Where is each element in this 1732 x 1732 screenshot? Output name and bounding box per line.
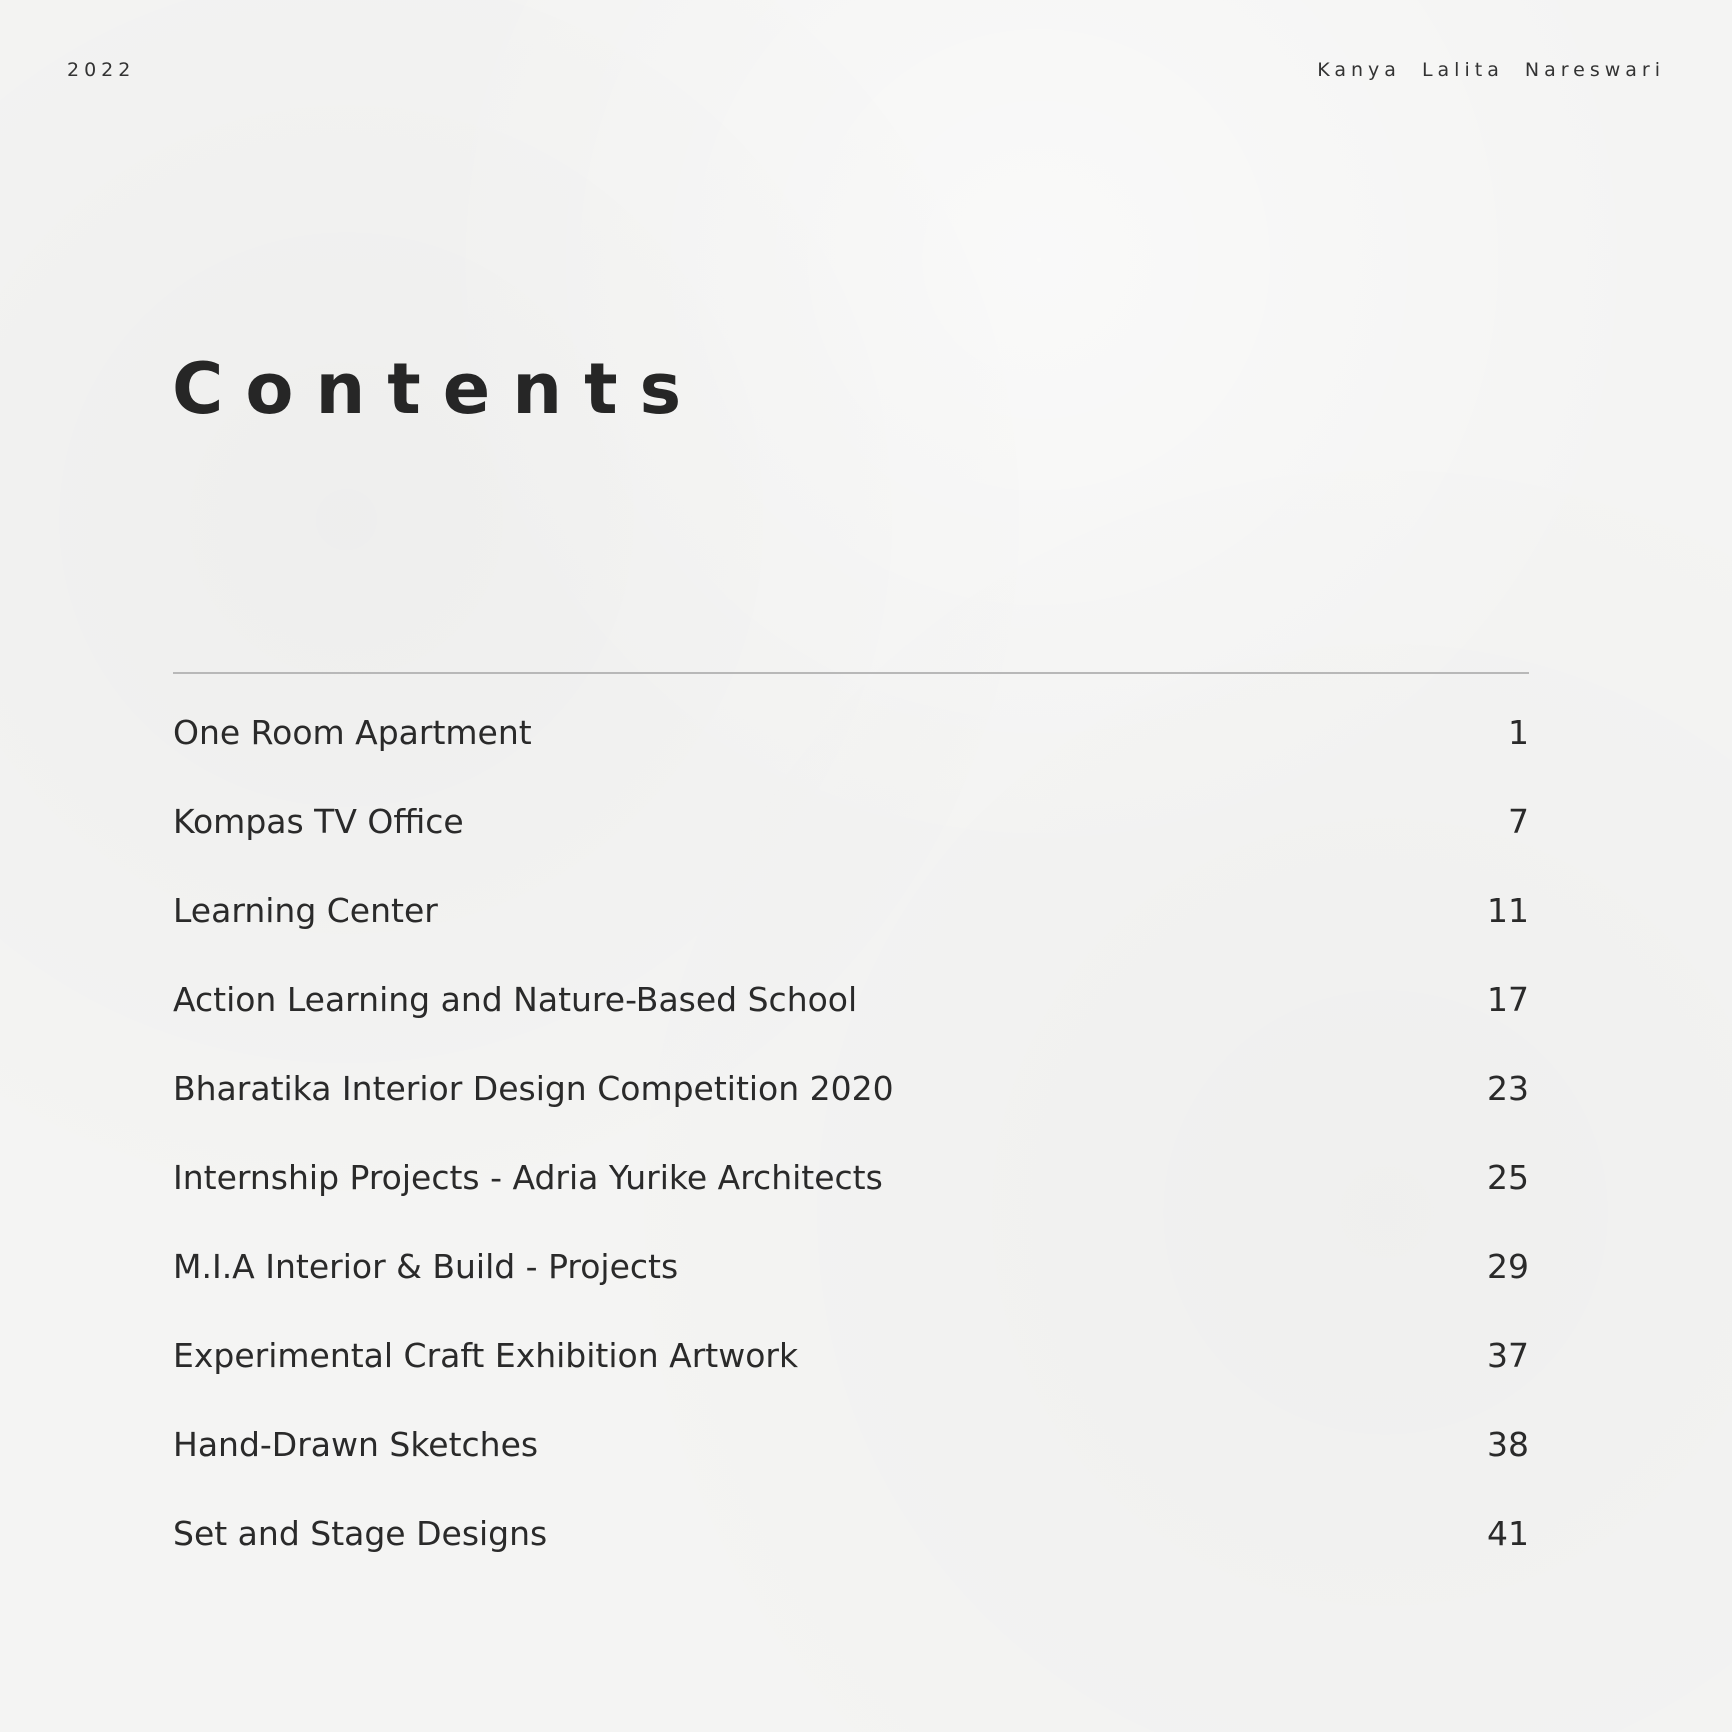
toc-entry-page: 17: [1487, 980, 1529, 1019]
header-year: 2022: [67, 59, 136, 81]
toc-entry[interactable]: [173, 1400, 1529, 1489]
toc-entry[interactable]: [173, 777, 1529, 866]
toc-entry-title: Learning Center: [173, 891, 438, 930]
toc-entry[interactable]: [173, 1489, 1529, 1578]
toc-entry[interactable]: [173, 1133, 1529, 1222]
toc-entry[interactable]: [173, 688, 1529, 777]
toc-entry-page: 37: [1487, 1336, 1529, 1375]
divider: [173, 672, 1529, 674]
toc-entry-page: 7: [1508, 802, 1529, 841]
toc-entry-title: Hand-Drawn Sketches: [173, 1425, 539, 1464]
toc-entry[interactable]: [173, 866, 1529, 955]
toc-entry-title: Experimental Craft Exhibition Artwork: [173, 1336, 799, 1375]
toc-entry-title: Bharatika Interior Design Competition 2020: [173, 1069, 894, 1108]
toc-entry-title: Set and Stage Designs: [173, 1514, 548, 1553]
toc-entry[interactable]: [173, 1311, 1529, 1400]
toc-entry-title: Action Learning and Nature-Based School: [173, 980, 858, 1019]
page-title: Contents: [172, 348, 704, 430]
toc-entry-page: 25: [1487, 1158, 1529, 1197]
header-author: Kanya Lalita Nareswari: [1317, 59, 1665, 81]
toc-entry[interactable]: [173, 1222, 1529, 1311]
toc-entry-page: 11: [1487, 891, 1529, 930]
toc-entry[interactable]: [173, 955, 1529, 1044]
toc-entry-title: M.I.A Interior & Build - Projects: [173, 1247, 679, 1286]
toc-entry-title: Kompas TV Office: [173, 802, 464, 841]
toc-entry-page: 41: [1487, 1514, 1529, 1553]
toc-entry-page: 1: [1508, 713, 1529, 752]
toc-entry-page: 38: [1487, 1425, 1529, 1464]
toc-entry[interactable]: [173, 1044, 1529, 1133]
toc-entry-title: Internship Projects - Adria Yurike Architects: [173, 1158, 883, 1197]
toc-entry-title: One Room Apartment: [173, 713, 532, 752]
toc-entry-page: 29: [1487, 1247, 1529, 1286]
table-of-contents: [173, 688, 1529, 1578]
toc-entry-page: 23: [1487, 1069, 1529, 1108]
